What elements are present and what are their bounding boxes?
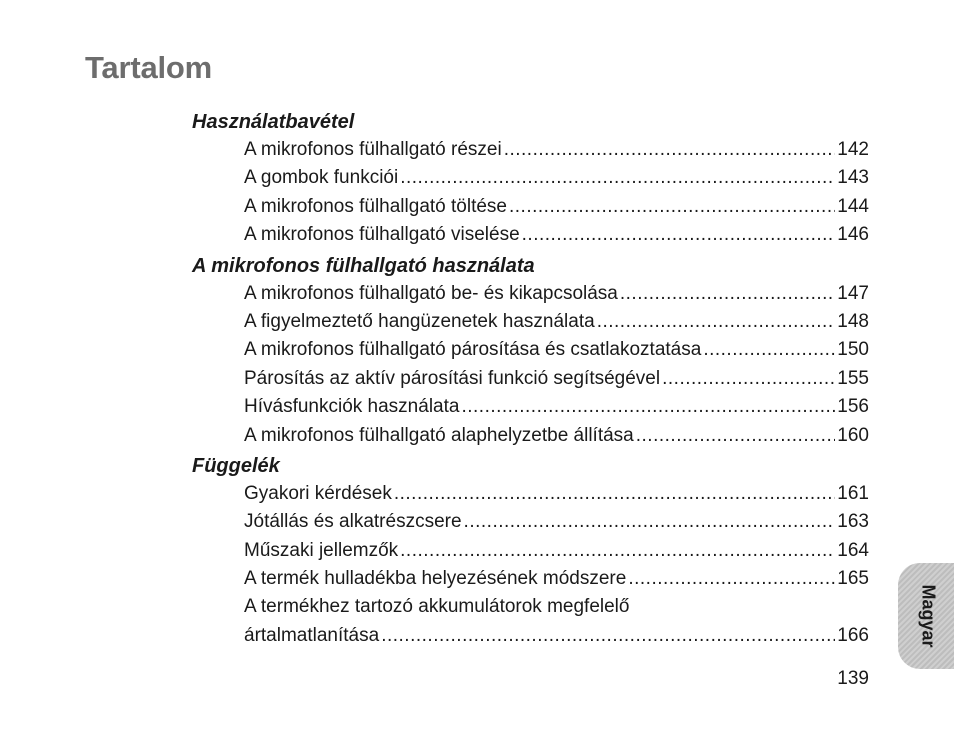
dot-leader bbox=[522, 221, 836, 249]
dot-leader bbox=[662, 365, 835, 393]
toc-entry-page: 144 bbox=[837, 195, 869, 217]
toc-entry-page: 165 bbox=[837, 568, 869, 590]
dot-leader bbox=[400, 164, 835, 192]
toc-entry-label: Jótállás és alkatrészcsere bbox=[244, 511, 462, 533]
toc-entry[interactable] bbox=[244, 537, 869, 565]
toc-entry-label: A gombok funkciói bbox=[244, 167, 399, 189]
toc-entry-label: ártalmatlanítása bbox=[244, 624, 380, 646]
table-of-contents bbox=[192, 106, 869, 650]
toc-entry-label: A mikrofonos fülhallgató részei bbox=[244, 139, 502, 160]
toc-entry[interactable] bbox=[244, 393, 869, 421]
dot-leader bbox=[400, 537, 835, 565]
dot-leader bbox=[464, 508, 836, 536]
dot-leader bbox=[509, 193, 835, 221]
toc-entry[interactable] bbox=[244, 422, 869, 450]
toc-entry-label: Hívásfunkciók használata bbox=[244, 396, 460, 418]
toc-entry-label: Gyakori kérdések bbox=[244, 482, 392, 504]
dot-leader bbox=[394, 480, 835, 508]
page-title: Tartalom bbox=[85, 50, 213, 85]
dot-leader bbox=[620, 280, 835, 308]
toc-entry[interactable] bbox=[244, 280, 869, 308]
toc-entry-wrapped-line1[interactable]: A termékhez tartozó akkumulátorok megfelelő bbox=[244, 596, 630, 618]
toc-entry-page: 148 bbox=[837, 310, 869, 332]
dot-leader bbox=[703, 336, 835, 364]
toc-entry-page: 156 bbox=[837, 396, 869, 418]
toc-entry-page: 161 bbox=[837, 482, 869, 504]
section-heading-hasznalatbavetel: Használatbavétel bbox=[192, 111, 355, 133]
toc-entry-page: 147 bbox=[837, 282, 869, 304]
toc-entry-page: 164 bbox=[837, 539, 869, 561]
toc-entry[interactable] bbox=[244, 336, 869, 364]
dot-leader bbox=[504, 136, 836, 164]
toc-entry-page: 142 bbox=[837, 139, 869, 160]
toc-entry[interactable] bbox=[244, 622, 869, 650]
toc-entry-label: A mikrofonos fülhallgató viselése bbox=[244, 224, 520, 246]
toc-entry-label: A mikrofonos fülhallgató töltése bbox=[244, 195, 507, 217]
toc-entry-label: Műszaki jellemzők bbox=[244, 539, 399, 561]
toc-entry-label: A mikrofonos fülhallgató alaphelyzetbe állítása bbox=[244, 424, 634, 446]
toc-entry-page: 160 bbox=[837, 424, 869, 446]
toc-entry-page: 163 bbox=[837, 511, 869, 533]
toc-entry[interactable] bbox=[244, 308, 869, 336]
toc-entry[interactable] bbox=[244, 164, 869, 192]
toc-entry-page: 143 bbox=[837, 167, 869, 189]
toc-entry[interactable] bbox=[244, 480, 869, 508]
toc-entry-label: A figyelmeztető hangüzenetek használata bbox=[244, 310, 595, 332]
toc-entry[interactable] bbox=[244, 136, 869, 164]
section-heading-hasznalata: A mikrofonos fülhallgató használata bbox=[192, 254, 535, 277]
toc-entry[interactable] bbox=[244, 193, 869, 221]
toc-entry-page: 166 bbox=[837, 624, 869, 646]
language-tab-label: Magyar bbox=[918, 584, 939, 648]
toc-entry[interactable] bbox=[244, 565, 869, 593]
toc-entry[interactable] bbox=[244, 365, 869, 393]
toc-entry-label: A termék hulladékba helyezésének módszere bbox=[244, 568, 627, 590]
dot-leader bbox=[636, 422, 836, 450]
toc-entry-page: 155 bbox=[837, 367, 869, 389]
toc-entry[interactable] bbox=[244, 221, 869, 249]
dot-leader bbox=[461, 393, 835, 421]
toc-entry-label: A mikrofonos fülhallgató be- és kikapcsolása bbox=[244, 282, 618, 304]
toc-entry-label: A mikrofonos fülhallgató párosítása és csatlakoztatása bbox=[244, 339, 702, 361]
dot-leader bbox=[628, 565, 835, 593]
toc-entry-page: 150 bbox=[837, 339, 869, 361]
dot-leader bbox=[597, 308, 836, 336]
dot-leader bbox=[381, 622, 835, 650]
page-number: 139 bbox=[837, 668, 869, 689]
toc-entry[interactable] bbox=[244, 508, 869, 536]
toc-entry-label: Párosítás az aktív párosítási funkció segítségével bbox=[244, 367, 661, 389]
section-heading-fuggelek: Függelék bbox=[192, 454, 280, 477]
toc-entry-page: 146 bbox=[837, 224, 869, 246]
